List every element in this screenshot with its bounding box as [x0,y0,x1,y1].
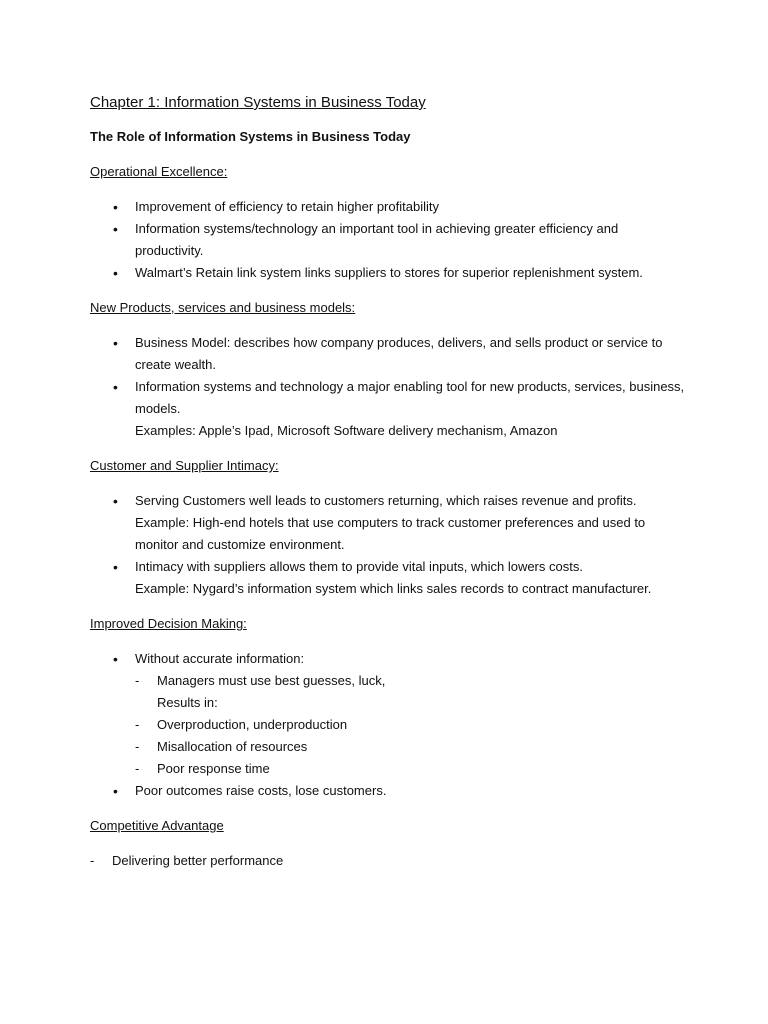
competitive-advantage-list [90,850,690,872]
decision-making-list [90,648,690,802]
heading-competitive-advantage: Competitive Advantage [90,818,224,833]
operational-excellence-list [90,196,690,284]
list-item [90,218,690,262]
list-item-text: • Without accurate information: [135,651,305,666]
example-text: Example: High-end hotels that use computers to track customer preferences and used to monitor and customize environment. [135,515,646,552]
list-item-text: Poor outcomes raise costs, lose customers. [135,783,387,798]
list-item-text: • Serving Customers well leads to customers returning, which raises revenue and profits. [135,493,637,508]
document-body [90,92,690,872]
decision-sublist-results [135,714,690,780]
examples-text: Examples: Apple’s Ipad, Microsoft Software delivery mechanism, Amazon [135,423,558,438]
sublist-note: Results in: [157,695,218,710]
decision-sublist [135,670,690,692]
chapter-title: Chapter 1: Information Systems in Business Today [90,94,426,111]
list-item-text: Information systems/technology an important tool in achieving greater efficiency and productivity. [135,221,619,258]
list-item [90,196,690,218]
list-item-text: • Intimacy with suppliers allows them to provide vital inputs, which lowers costs. [135,559,583,574]
new-products-list [90,332,690,442]
list-item [90,780,690,802]
list-item [90,332,690,376]
sublist-item [135,670,690,692]
heading-new-products: New Products, services and business models: [90,300,356,315]
intimacy-list [90,490,690,600]
section-title: The Role of Information Systems in Business Today [90,129,411,144]
list-item-text: Business Model: describes how company produces, delivers, and sells product or service to create wealth. [135,335,663,372]
list-item [90,648,690,780]
list-item [90,490,690,556]
sublist-item [135,758,690,780]
list-item-text: • Information systems and technology a major enabling tool for new products, services, business, models. [135,379,685,416]
example-text: Example: Nygard’s information system which links sales records to contract manufacturer. [135,581,652,596]
list-item-text: Walmart’s Retain link system links suppliers to stores for superior replenishment system. [135,265,643,280]
list-item [90,262,690,284]
heading-improved-decision-making: Improved Decision Making: [90,616,247,631]
sublist-item-text: Misallocation of resources [157,739,308,754]
sublist-item-text: - Managers must use best guesses, luck, [157,673,386,688]
sublist-item-text: Overproduction, underproduction [157,717,348,732]
sublist-item [135,736,690,758]
sublist-item [90,850,690,872]
sublist-item [135,714,690,736]
list-item [90,556,690,600]
heading-customer-supplier-intimacy: Customer and Supplier Intimacy: [90,458,279,473]
heading-operational-excellence: Operational Excellence: [90,164,228,179]
list-item-text: Improvement of efficiency to retain higher profitability [135,199,439,214]
sublist-item-text: Delivering better performance [112,853,284,868]
list-item [90,376,690,442]
sublist-item-text: Poor response time [157,761,270,776]
